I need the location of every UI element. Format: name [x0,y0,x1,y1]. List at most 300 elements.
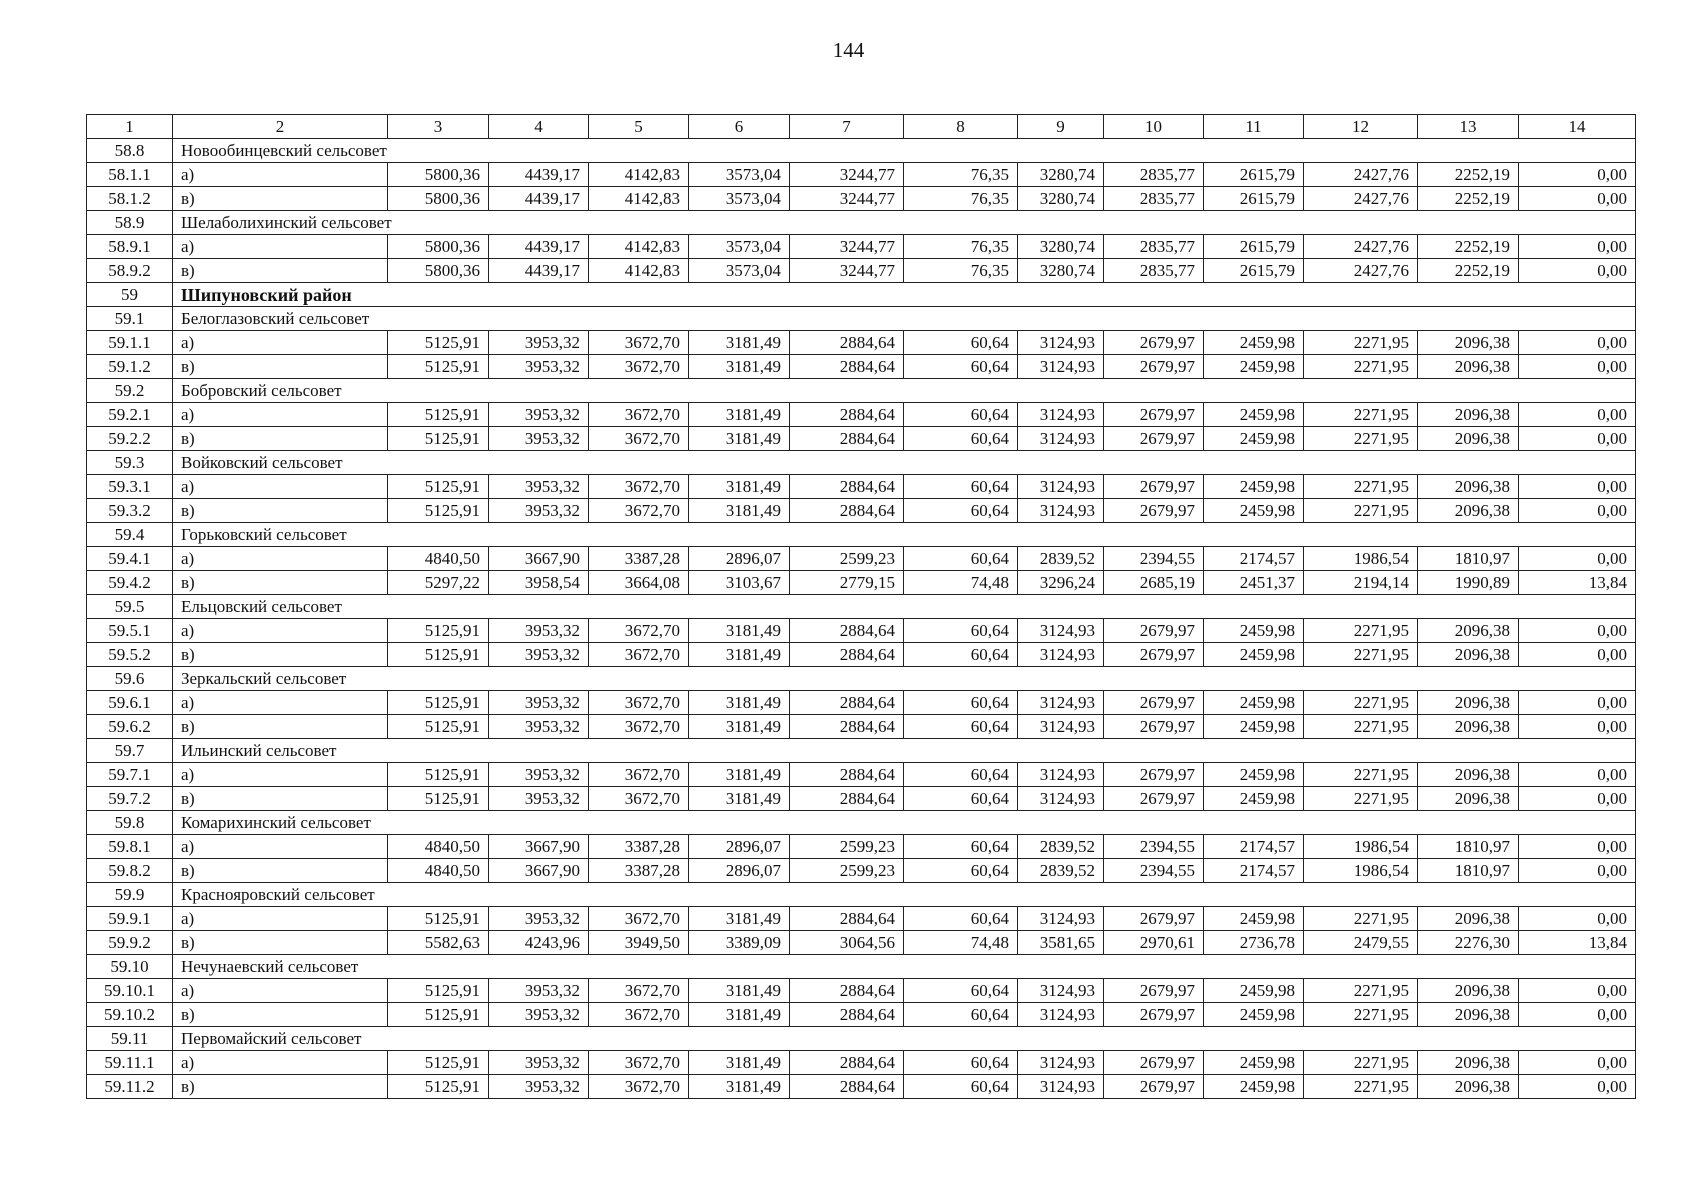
value-cell: 3953,32 [489,643,589,667]
value-cell: 3124,93 [1018,1003,1104,1027]
value-cell: 2835,77 [1104,187,1204,211]
value-cell: 3244,77 [790,187,904,211]
value-cell: 2679,97 [1104,715,1204,739]
table-row [87,931,1636,955]
value-cell: 0,00 [1519,235,1636,259]
value-cell: 3953,32 [489,619,589,643]
value-cell: 2679,97 [1104,907,1204,931]
column-header: 1 [87,115,173,139]
column-header: 7 [790,115,904,139]
value-cell: 2884,64 [790,1075,904,1099]
value-cell: 2271,95 [1304,619,1418,643]
value-cell: 2276,30 [1418,931,1519,955]
value-cell: 3124,93 [1018,499,1104,523]
row-code: 59.2 [87,379,173,403]
header-row [87,115,1636,139]
column-header: 2 [173,115,388,139]
value-cell: 3953,32 [489,403,589,427]
table-row [87,235,1636,259]
row-label: в) [173,715,388,739]
value-cell: 2459,98 [1204,763,1304,787]
row-code: 58.9 [87,211,173,235]
value-cell: 60,64 [904,427,1018,451]
value-cell: 76,35 [904,259,1018,283]
value-cell: 2096,38 [1418,355,1519,379]
table-row [87,187,1636,211]
table-row [87,163,1636,187]
value-cell: 5125,91 [388,403,489,427]
value-cell: 2427,76 [1304,187,1418,211]
value-cell: 2459,98 [1204,1051,1304,1075]
value-cell: 0,00 [1519,475,1636,499]
value-cell: 2884,64 [790,331,904,355]
value-cell: 2679,97 [1104,355,1204,379]
column-header: 13 [1418,115,1519,139]
row-code: 59.3.1 [87,475,173,499]
value-cell: 13,84 [1519,571,1636,595]
value-cell: 2679,97 [1104,1003,1204,1027]
value-cell: 1986,54 [1304,547,1418,571]
value-cell: 2459,98 [1204,979,1304,1003]
value-cell: 3181,49 [689,643,790,667]
row-label: в) [173,187,388,211]
value-cell: 2271,95 [1304,331,1418,355]
value-cell: 60,64 [904,475,1018,499]
value-cell: 2394,55 [1104,835,1204,859]
value-cell: 2459,98 [1204,355,1304,379]
row-code: 59.4.2 [87,571,173,595]
value-cell: 3672,70 [589,1003,689,1027]
row-code: 59.8 [87,811,173,835]
value-cell: 3389,09 [689,931,790,955]
row-label: в) [173,355,388,379]
row-code: 59.1 [87,307,173,331]
row-code: 59.5 [87,595,173,619]
value-cell: 3958,54 [489,571,589,595]
value-cell: 5125,91 [388,427,489,451]
row-label: в) [173,427,388,451]
value-cell: 3672,70 [589,907,689,931]
council-row [87,955,1636,979]
value-cell: 5800,36 [388,235,489,259]
value-cell: 3387,28 [589,835,689,859]
value-cell: 3124,93 [1018,475,1104,499]
value-cell: 5125,91 [388,715,489,739]
value-cell: 5125,91 [388,331,489,355]
value-cell: 3124,93 [1018,331,1104,355]
row-code: 59.2.1 [87,403,173,427]
column-header: 14 [1519,115,1636,139]
value-cell: 2096,38 [1418,691,1519,715]
row-code: 59.1.2 [87,355,173,379]
value-cell: 0,00 [1519,331,1636,355]
value-cell: 5125,91 [388,355,489,379]
value-cell: 3573,04 [689,163,790,187]
value-cell: 60,64 [904,907,1018,931]
column-header: 3 [388,115,489,139]
value-cell: 0,00 [1519,835,1636,859]
value-cell: 2096,38 [1418,331,1519,355]
value-cell: 3244,77 [790,163,904,187]
value-cell: 3244,77 [790,259,904,283]
column-header: 10 [1104,115,1204,139]
value-cell: 3672,70 [589,499,689,523]
value-cell: 2884,64 [790,715,904,739]
value-cell: 1986,54 [1304,859,1418,883]
page-number: 144 [832,38,865,62]
value-cell: 2679,97 [1104,979,1204,1003]
value-cell: 2839,52 [1018,859,1104,883]
value-cell: 4142,83 [589,235,689,259]
table-row [87,1051,1636,1075]
value-cell: 2896,07 [689,859,790,883]
council-row [87,811,1636,835]
value-cell: 2427,76 [1304,163,1418,187]
value-cell: 3953,32 [489,331,589,355]
table-row [87,691,1636,715]
row-label: в) [173,259,388,283]
council-title: Зеркальский сельсовет [173,667,1636,691]
row-label: в) [173,571,388,595]
table-row [87,547,1636,571]
value-cell: 3573,04 [689,259,790,283]
value-cell: 3280,74 [1018,259,1104,283]
value-cell: 3124,93 [1018,1051,1104,1075]
table-row [87,403,1636,427]
value-cell: 2599,23 [790,859,904,883]
value-cell: 2679,97 [1104,427,1204,451]
value-cell: 4439,17 [489,187,589,211]
value-cell: 2252,19 [1418,187,1519,211]
value-cell: 2884,64 [790,475,904,499]
value-cell: 5125,91 [388,787,489,811]
value-cell: 2271,95 [1304,787,1418,811]
value-cell: 3953,32 [489,499,589,523]
value-cell: 2599,23 [790,547,904,571]
value-cell: 3124,93 [1018,1075,1104,1099]
table-row [87,787,1636,811]
value-cell: 2252,19 [1418,235,1519,259]
value-cell: 2896,07 [689,835,790,859]
value-cell: 2174,57 [1204,547,1304,571]
value-cell: 2679,97 [1104,763,1204,787]
value-cell: 3949,50 [589,931,689,955]
value-cell: 2884,64 [790,355,904,379]
council-title: Белоглазовский сельсовет [173,307,1636,331]
value-cell: 2679,97 [1104,619,1204,643]
value-cell: 1986,54 [1304,835,1418,859]
table-row [87,979,1636,1003]
value-cell: 60,64 [904,979,1018,1003]
value-cell: 3672,70 [589,619,689,643]
value-cell: 0,00 [1519,1051,1636,1075]
row-label: а) [173,163,388,187]
value-cell: 5125,91 [388,691,489,715]
row-code: 59.6.2 [87,715,173,739]
value-cell: 2271,95 [1304,979,1418,1003]
value-cell: 3672,70 [589,691,689,715]
row-code: 59.4 [87,523,173,547]
row-code: 59.1.1 [87,331,173,355]
value-cell: 4142,83 [589,163,689,187]
value-cell: 3244,77 [790,235,904,259]
value-cell: 0,00 [1519,787,1636,811]
table-row [87,355,1636,379]
value-cell: 3953,32 [489,355,589,379]
value-cell: 2839,52 [1018,547,1104,571]
row-code: 59.3 [87,451,173,475]
value-cell: 3667,90 [489,859,589,883]
council-title: Новообинцевский сельсовет [173,139,1636,163]
value-cell: 2096,38 [1418,1075,1519,1099]
value-cell: 3672,70 [589,475,689,499]
value-cell: 60,64 [904,1075,1018,1099]
value-cell: 3124,93 [1018,403,1104,427]
value-cell: 3181,49 [689,331,790,355]
value-cell: 1990,89 [1418,571,1519,595]
row-label: а) [173,235,388,259]
value-cell: 2394,55 [1104,859,1204,883]
row-code: 59.9.1 [87,907,173,931]
value-cell: 2884,64 [790,787,904,811]
value-cell: 3672,70 [589,763,689,787]
value-cell: 3181,49 [689,979,790,1003]
value-cell: 3181,49 [689,787,790,811]
value-cell: 2174,57 [1204,859,1304,883]
value-cell: 76,35 [904,235,1018,259]
table-row [87,1075,1636,1099]
value-cell: 2459,98 [1204,907,1304,931]
table-row [87,835,1636,859]
row-label: а) [173,691,388,715]
value-cell: 3573,04 [689,235,790,259]
value-cell: 2679,97 [1104,691,1204,715]
district-row [87,283,1636,307]
value-cell: 3181,49 [689,475,790,499]
value-cell: 2096,38 [1418,979,1519,1003]
value-cell: 2174,57 [1204,835,1304,859]
district-title: Шипуновский район [173,283,1636,307]
value-cell: 2096,38 [1418,619,1519,643]
table-body [87,139,1636,1099]
column-header: 6 [689,115,790,139]
value-cell: 1810,97 [1418,547,1519,571]
value-cell: 3953,32 [489,763,589,787]
value-cell: 5125,91 [388,907,489,931]
value-cell: 3672,70 [589,787,689,811]
value-cell: 2096,38 [1418,475,1519,499]
value-cell: 5800,36 [388,163,489,187]
value-cell: 3953,32 [489,907,589,931]
value-cell: 3387,28 [589,859,689,883]
value-cell: 3181,49 [689,499,790,523]
value-cell: 3280,74 [1018,187,1104,211]
value-cell: 76,35 [904,187,1018,211]
value-cell: 3124,93 [1018,907,1104,931]
value-cell: 2839,52 [1018,835,1104,859]
value-cell: 3672,70 [589,979,689,1003]
column-header: 11 [1204,115,1304,139]
value-cell: 5297,22 [388,571,489,595]
table-row [87,427,1636,451]
value-cell: 60,64 [904,787,1018,811]
value-cell: 2252,19 [1418,259,1519,283]
value-cell: 3181,49 [689,691,790,715]
council-row [87,451,1636,475]
row-label: в) [173,787,388,811]
value-cell: 4840,50 [388,835,489,859]
value-cell: 2679,97 [1104,403,1204,427]
council-row [87,739,1636,763]
value-cell: 2835,77 [1104,163,1204,187]
value-cell: 2884,64 [790,979,904,1003]
value-cell: 2479,55 [1304,931,1418,955]
row-code: 59.2.2 [87,427,173,451]
value-cell: 3953,32 [489,475,589,499]
value-cell: 60,64 [904,355,1018,379]
value-cell: 3672,70 [589,1051,689,1075]
value-cell: 60,64 [904,715,1018,739]
row-label: а) [173,547,388,571]
value-cell: 2459,98 [1204,1003,1304,1027]
value-cell: 4142,83 [589,187,689,211]
table-row [87,571,1636,595]
value-cell: 2615,79 [1204,259,1304,283]
row-label: а) [173,1051,388,1075]
value-cell: 2884,64 [790,691,904,715]
value-cell: 3181,49 [689,1075,790,1099]
value-cell: 2451,37 [1204,571,1304,595]
row-code: 58.9.2 [87,259,173,283]
value-cell: 2096,38 [1418,499,1519,523]
row-code: 58.9.1 [87,235,173,259]
value-cell: 5125,91 [388,499,489,523]
value-cell: 0,00 [1519,1075,1636,1099]
value-cell: 2096,38 [1418,715,1519,739]
value-cell: 5125,91 [388,979,489,1003]
value-cell: 2459,98 [1204,331,1304,355]
table-row [87,763,1636,787]
value-cell: 74,48 [904,931,1018,955]
value-cell: 0,00 [1519,427,1636,451]
row-code: 59.9.2 [87,931,173,955]
row-label: а) [173,979,388,1003]
value-cell: 2884,64 [790,1051,904,1075]
value-cell: 2459,98 [1204,643,1304,667]
value-cell: 4439,17 [489,163,589,187]
value-cell: 0,00 [1519,859,1636,883]
table-row [87,619,1636,643]
value-cell: 2884,64 [790,619,904,643]
row-label: а) [173,475,388,499]
value-cell: 0,00 [1519,499,1636,523]
council-row [87,523,1636,547]
council-title: Шелаболихинский сельсовет [173,211,1636,235]
value-cell: 3953,32 [489,427,589,451]
value-cell: 3124,93 [1018,427,1104,451]
value-cell: 60,64 [904,835,1018,859]
row-code: 58.1.2 [87,187,173,211]
value-cell: 2271,95 [1304,475,1418,499]
value-cell: 4840,50 [388,859,489,883]
value-cell: 60,64 [904,403,1018,427]
value-cell: 2884,64 [790,907,904,931]
value-cell: 3573,04 [689,187,790,211]
value-cell: 3672,70 [589,403,689,427]
value-cell: 3124,93 [1018,619,1104,643]
value-cell: 3181,49 [689,355,790,379]
value-cell: 2459,98 [1204,715,1304,739]
value-cell: 2615,79 [1204,235,1304,259]
value-cell: 3387,28 [589,547,689,571]
value-cell: 5125,91 [388,643,489,667]
value-cell: 3124,93 [1018,691,1104,715]
value-cell: 3124,93 [1018,355,1104,379]
value-cell: 2679,97 [1104,475,1204,499]
table-row [87,715,1636,739]
value-cell: 3181,49 [689,1051,790,1075]
council-row [87,667,1636,691]
row-code: 59 [87,283,173,307]
value-cell: 3181,49 [689,403,790,427]
value-cell: 2394,55 [1104,547,1204,571]
value-cell: 2459,98 [1204,691,1304,715]
value-cell: 2271,95 [1304,691,1418,715]
row-label: в) [173,643,388,667]
value-cell: 1810,97 [1418,835,1519,859]
value-cell: 76,35 [904,163,1018,187]
value-cell: 2884,64 [790,1003,904,1027]
row-label: в) [173,931,388,955]
value-cell: 2096,38 [1418,1051,1519,1075]
table-row [87,907,1636,931]
value-cell: 3181,49 [689,715,790,739]
value-cell: 5125,91 [388,475,489,499]
column-header: 8 [904,115,1018,139]
value-cell: 2271,95 [1304,1075,1418,1099]
value-cell: 2835,77 [1104,259,1204,283]
value-cell: 2896,07 [689,547,790,571]
value-cell: 2679,97 [1104,331,1204,355]
value-cell: 3953,32 [489,1003,589,1027]
value-cell: 0,00 [1519,259,1636,283]
value-cell: 5800,36 [388,259,489,283]
row-label: а) [173,835,388,859]
value-cell: 3953,32 [489,1075,589,1099]
value-cell: 0,00 [1519,187,1636,211]
value-cell: 2459,98 [1204,499,1304,523]
value-cell: 2096,38 [1418,1003,1519,1027]
row-code: 59.7 [87,739,173,763]
value-cell: 2096,38 [1418,907,1519,931]
value-cell: 3672,70 [589,355,689,379]
value-cell: 2271,95 [1304,643,1418,667]
value-cell: 0,00 [1519,355,1636,379]
value-cell: 3124,93 [1018,979,1104,1003]
row-code: 59.6.1 [87,691,173,715]
council-title: Краснояровский сельсовет [173,883,1636,907]
row-label: а) [173,619,388,643]
value-cell: 2679,97 [1104,1051,1204,1075]
row-label: в) [173,1003,388,1027]
value-cell: 3672,70 [589,715,689,739]
value-cell: 5125,91 [388,1003,489,1027]
value-cell: 3181,49 [689,619,790,643]
value-cell: 5125,91 [388,1075,489,1099]
value-cell: 2615,79 [1204,163,1304,187]
council-row [87,139,1636,163]
value-cell: 2096,38 [1418,787,1519,811]
